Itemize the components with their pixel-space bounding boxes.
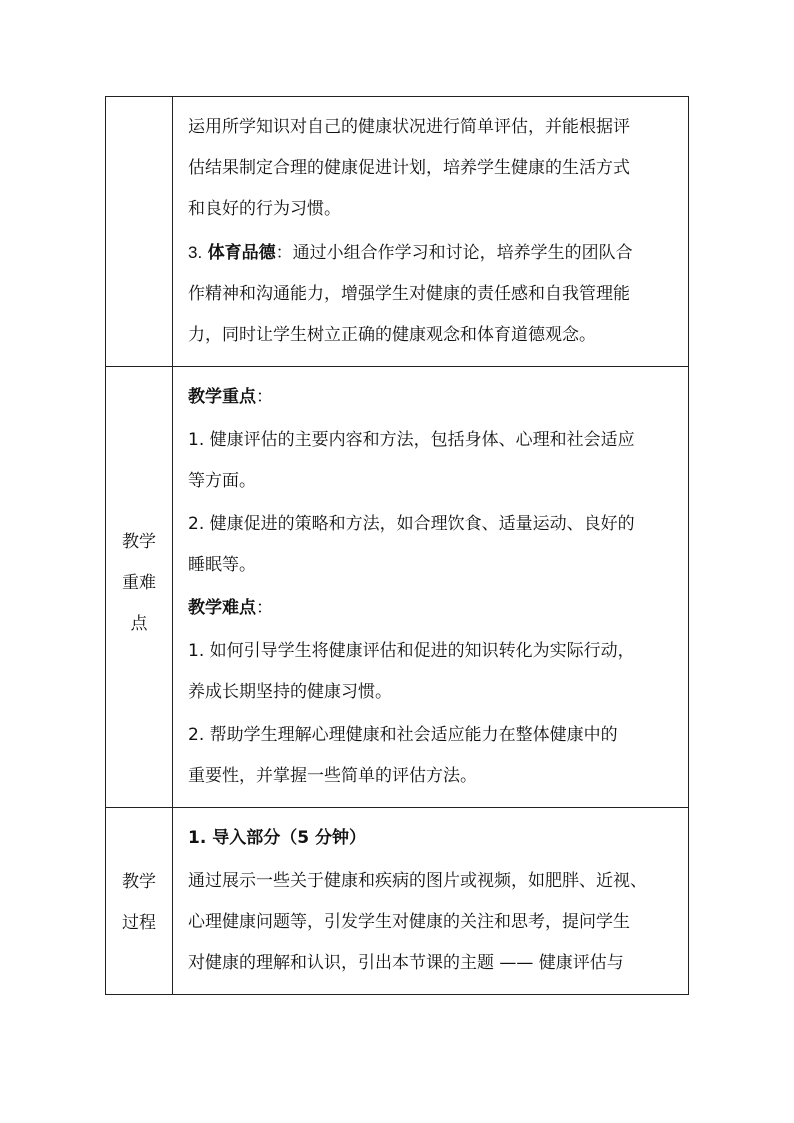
- key-point-2: [188, 504, 674, 586]
- row-label-line: 教学: [122, 872, 156, 892]
- text-line: 通过展示一些关于健康和疾病的图片或视频，如肥胖、近视、: [188, 871, 647, 891]
- row-label-empty: [106, 97, 173, 367]
- lesson-plan-table: [105, 96, 689, 995]
- text-line: 力，同时让学生树立正确的健康观念和体育道德观念。: [188, 325, 596, 345]
- text-line: 1. 健康评估的主要内容和方法，包括身体、心理和社会适应: [188, 430, 635, 450]
- table-row-key-points: [106, 367, 689, 808]
- process-step-heading: [188, 818, 674, 859]
- row-label-line: 点: [130, 614, 148, 634]
- text-line: 作精神和沟通能力，增强学生对健康的责任感和自我管理能: [188, 284, 630, 304]
- heading-colon: ：: [256, 598, 273, 618]
- row-label-line: 过程: [122, 913, 156, 933]
- row-label-line: 重难: [122, 573, 156, 593]
- objective-skill-text: [188, 107, 674, 230]
- text-line: 重要性，并掌握一些简单的评估方法。: [188, 766, 477, 786]
- objective-sports-ethics: [188, 232, 674, 356]
- heading-text: 教学重点: [188, 387, 256, 407]
- section-heading-difficult-points: [188, 588, 674, 629]
- text-line: 2. 帮助学生理解心理健康和社会适应能力在整体健康中的: [188, 725, 618, 745]
- section-heading-key-points: [188, 377, 674, 418]
- item-number: 3.: [188, 243, 203, 262]
- text-line: 等方面。: [188, 471, 256, 491]
- heading-text: 1. 导入部分（5 分钟）: [188, 828, 366, 848]
- text-line: 对健康的理解和认识，引出本节课的主题 —— 健康评估与: [188, 953, 624, 973]
- key-point-1: [188, 420, 674, 502]
- table-row-objectives: [106, 97, 689, 367]
- row-label-process: [106, 808, 173, 995]
- text-line: ：通过小组合作学习和讨论，培养学生的团队合: [275, 243, 633, 263]
- text-line: 2. 健康促进的策略和方法，如合理饮食、适量运动、良好的: [188, 514, 635, 534]
- heading-colon: ：: [256, 387, 273, 407]
- text-line: 心理健康问题等，引发学生对健康的关注和思考，提问学生: [188, 912, 630, 932]
- heading-text: 教学难点: [188, 598, 256, 618]
- text-line: 养成长期坚持的健康习惯。: [188, 682, 392, 702]
- text-line: 1. 如何引导学生将健康评估和促进的知识转化为实际行动，: [188, 641, 635, 661]
- difficult-point-2: [188, 715, 674, 797]
- difficult-point-1: [188, 631, 674, 713]
- table-row-process: [106, 808, 689, 995]
- row-content-objectives: [173, 97, 689, 367]
- text-line: 运用所学知识对自己的健康状况进行简单评估，并能根据评: [188, 117, 630, 137]
- row-label-key-points: [106, 367, 173, 808]
- row-content-process: [173, 808, 689, 995]
- text-line: 估结果制定合理的健康促进计划，培养学生健康的生活方式: [188, 158, 630, 178]
- row-label-line: 教学: [122, 532, 156, 552]
- row-content-key-points: [173, 367, 689, 808]
- process-step-text: [188, 861, 674, 984]
- text-line: 和良好的行为习惯。: [188, 199, 341, 219]
- item-title: 体育品德: [207, 243, 276, 263]
- text-line: 睡眠等。: [188, 555, 256, 575]
